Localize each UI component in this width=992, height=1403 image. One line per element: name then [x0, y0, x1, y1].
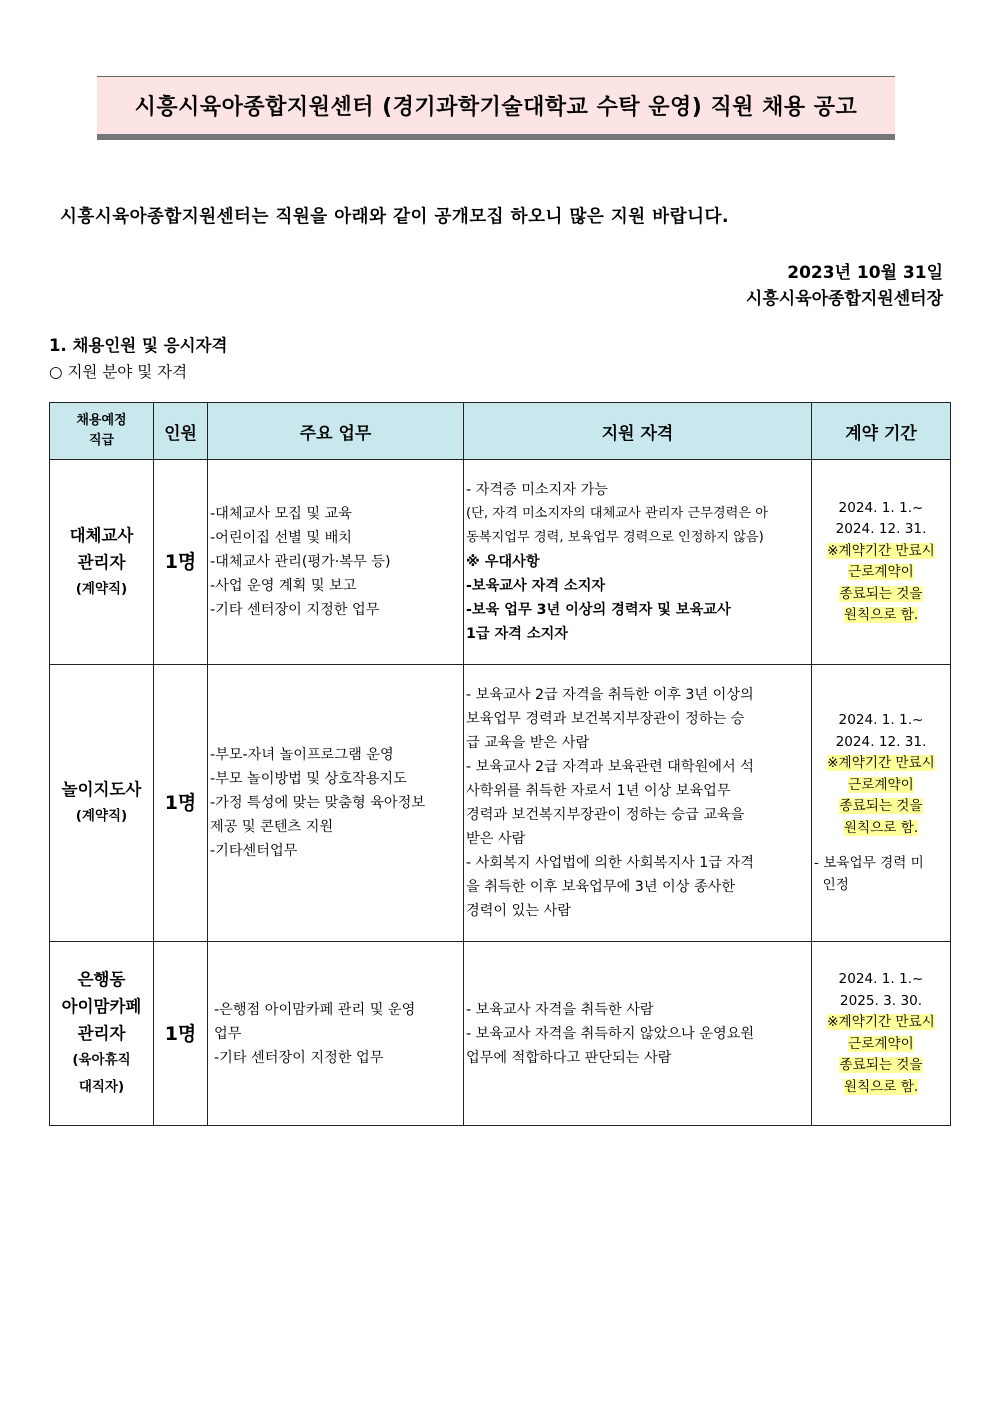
- header-count: 인원: [154, 403, 208, 460]
- count-cell: 1명: [154, 942, 208, 1126]
- period-note: ※계약기간 만료시: [827, 542, 935, 559]
- table-row: [50, 665, 951, 942]
- period-cell: 2024. 1. 1.~ 2025. 3. 30. ※계약기간 만료시 근로계약이 종료되는 것을 원칙으로 함.: [812, 942, 951, 1126]
- period-note: 근로계약이: [848, 776, 914, 793]
- period-note: ※계약기간 만료시: [827, 1014, 935, 1030]
- period-note: 원칙으로 함.: [843, 607, 919, 623]
- duties-cell: -은행점 아이맘카페 관리 및 운영 업무 -기타 센터장이 지정한 업무: [208, 942, 464, 1126]
- period-note: 원칙으로 함.: [843, 819, 919, 836]
- period-note: 근로계약이: [848, 1035, 914, 1052]
- period-note: 종료되는 것을: [839, 798, 923, 814]
- period-note: 원칙으로 함.: [843, 1078, 919, 1095]
- subsection-title: ○ 지원 분야 및 자격: [49, 363, 188, 381]
- page-title: 시흥시육아종합지원센터 (경기과학기술대학교 수탁 운영) 직원 채용 공고: [134, 95, 858, 120]
- period-note: 종료되는 것을: [839, 585, 923, 602]
- position-cell: 대체교사 관리자 (계약직): [50, 460, 154, 665]
- period-cell: 2024. 1. 1.~ 2024. 12. 31. ※계약기간 만료시 근로계약이 종료되는 것을 원칙으로 함. - 보육업무 경력 미 인정: [812, 665, 951, 942]
- qualifications-cell: - 자격증 미소지자 가능 (단, 자격 미소지자의 대체교사 관리자 근무경력은 아 동복지업무 경력, 보육업무 경력으로 인정하지 않음) ※ 우대사항 -보육교사 자격 소지자 -보육 업무 3년 이상의 경력자 및 보육교사 1급 자격 소지자: [464, 460, 812, 665]
- duties-cell: -대체교사 모집 및 교육 -어린이집 선별 및 배치 -대체교사 관리(평가·복무 등) -사업 운영 계획 및 보고 -기타 센터장이 지정한 업무: [208, 460, 464, 665]
- position-cell: 은행동 아이맘카페 관리자 (육아휴직 대직자): [50, 942, 154, 1126]
- header-duties: 주요 업무: [208, 403, 464, 460]
- qualifications-cell: - 보육교사 자격을 취득한 사람 - 보육교사 자격을 취득하지 않았으나 운영요원 업무에 적합하다고 판단되는 사람: [464, 942, 812, 1126]
- organization-name: 시흥시육아종합지원센터장: [745, 289, 943, 309]
- position-cell: 놀이지도사 (계약직): [50, 665, 154, 942]
- header-qualifications: 지원 자격: [464, 403, 812, 460]
- qualifications-cell: - 보육교사 2급 자격을 취득한 이후 3년 이상의 보육업무 경력과 보건복지부장관이 정하는 승 급 교육을 받은 사람 - 보육교사 2급 자격과 보육관련 대학원에서 석 사학위를 취득한 자로서 1년 이상 보육업무 경력과 보건복지부장관이 정하는 승급 교육을 받은 사람 - 사회복지 사업법에 의한 사회복지사 1급 자격 을 취득한 이후 보육업무에 3년 이상 종사한 경력이 있는 사람: [464, 665, 812, 942]
- section-title: 1. 채용인원 및 응시자격: [49, 336, 228, 355]
- title-banner: [97, 76, 895, 140]
- period-note: ※계약기간 만료시: [827, 755, 935, 771]
- table-header-row: [50, 403, 951, 460]
- recruitment-table: [49, 402, 951, 1126]
- period-extra: - 보육업무 경력 미: [814, 855, 924, 871]
- duties-cell: -부모-자녀 놀이프로그램 운영 -부모 놀이방법 및 상호작용지도 -가정 특성에 맞는 맞춤형 육아정보 제공 및 콘텐츠 지원 -기타센터업무: [208, 665, 464, 942]
- period-note: 종료되는 것을: [839, 1057, 923, 1073]
- intro-text: 시흥시육아종합지원센터는 직원을 아래와 같이 공개모집 하오니 많은 지원 바랍니다.: [60, 207, 730, 227]
- count-cell: 1명: [154, 460, 208, 665]
- header-position: 채용예정 직급: [50, 403, 154, 460]
- table-row: [50, 460, 951, 665]
- period-note: 근로계약이: [848, 564, 914, 580]
- count-cell: 1명: [154, 665, 208, 942]
- table-row: [50, 942, 951, 1126]
- period-extra: 인정: [814, 876, 849, 893]
- period-cell: 2024. 1. 1.~ 2024. 12. 31. ※계약기간 만료시 근로계약이 종료되는 것을 원칙으로 함.: [812, 460, 951, 665]
- notice-date: 2023년 10월 31일: [787, 263, 943, 283]
- header-period: 계약 기간: [812, 403, 951, 460]
